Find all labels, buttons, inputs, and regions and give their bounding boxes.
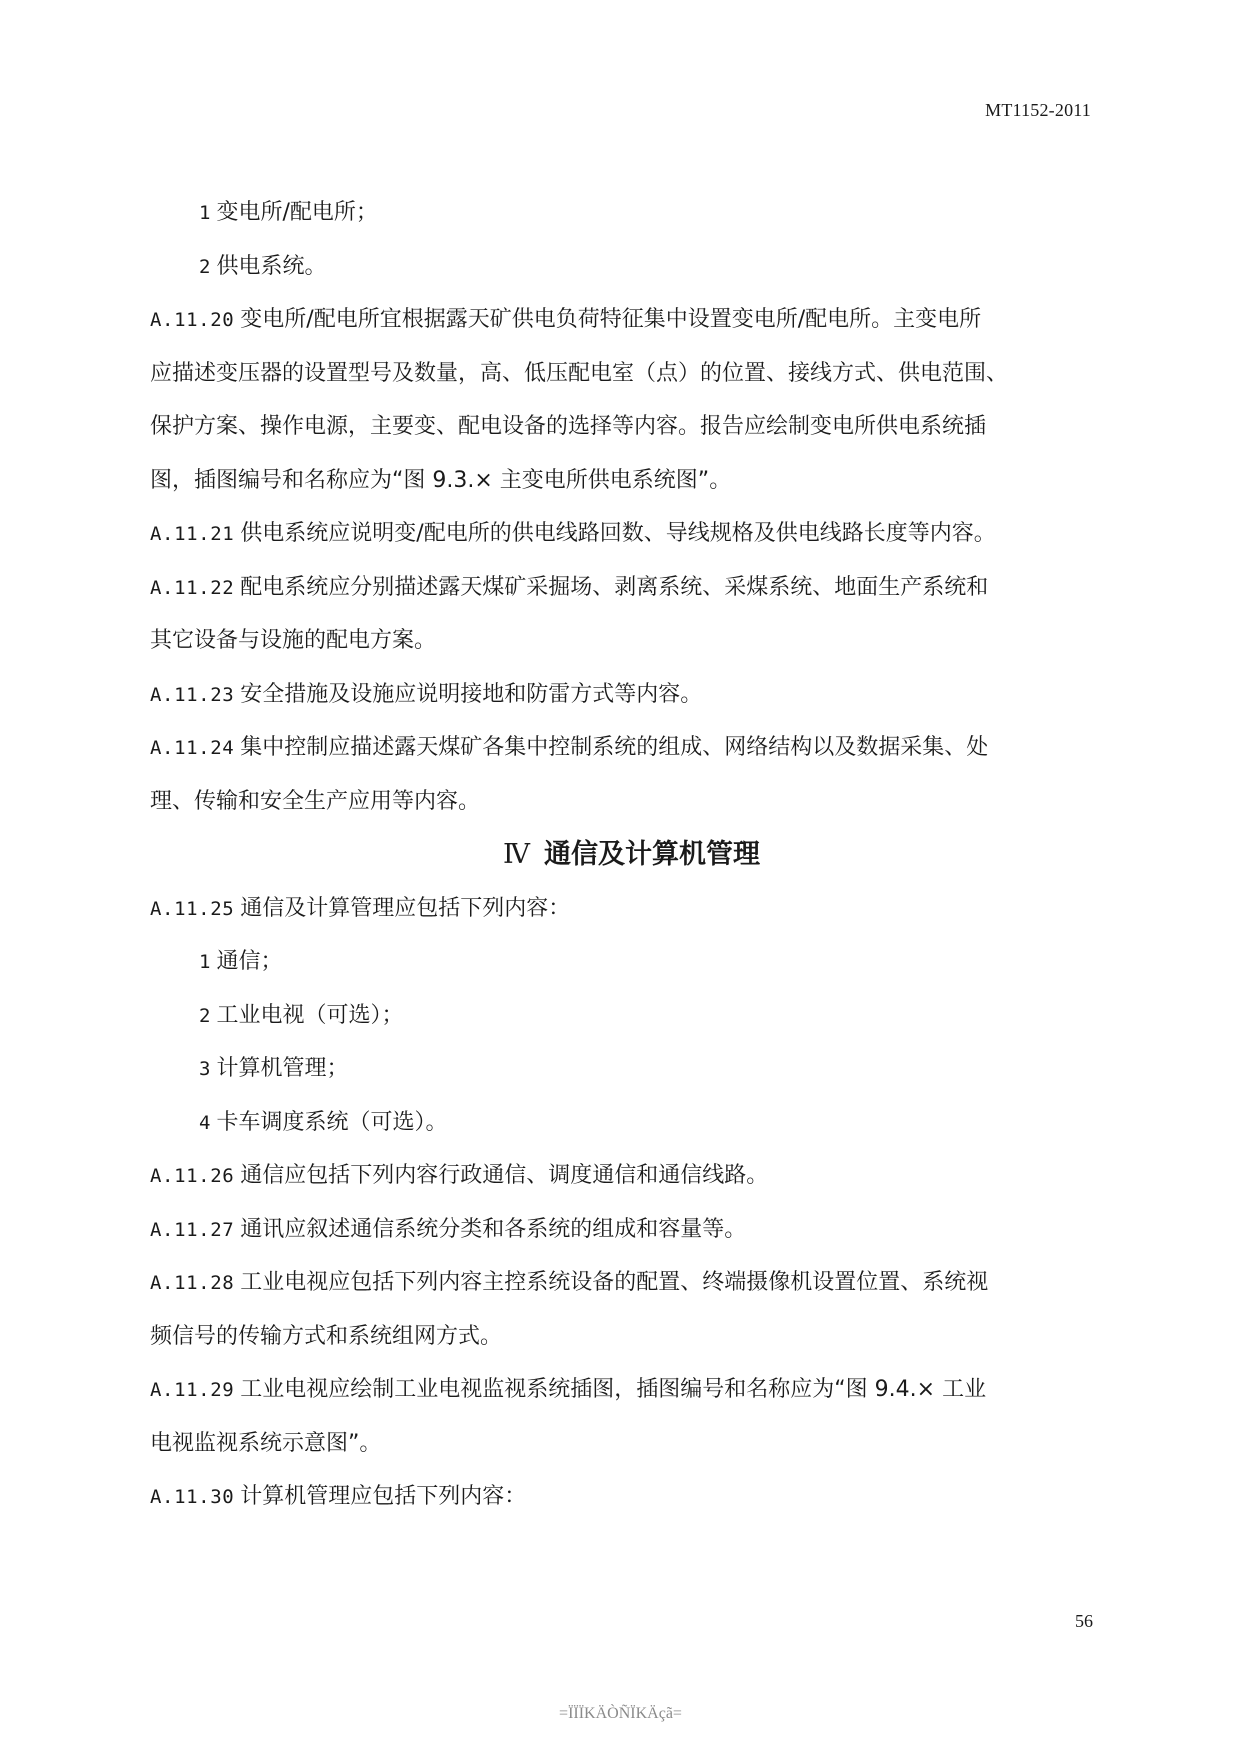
clause-number: A.11.20: [150, 309, 235, 331]
clause-line: [150, 507, 1093, 561]
list-item: [150, 989, 1093, 1043]
clause-line: [150, 1417, 1093, 1471]
list-item: [150, 240, 1093, 294]
clause-line: [150, 1256, 1093, 1310]
clause-number: A.11.28: [150, 1272, 235, 1294]
clause-text: 通讯应叙述通信系统分类和各系统的组成和容量等。: [240, 1216, 747, 1242]
list-item-text: 供电系统。: [216, 253, 327, 279]
clause-text: 工业电视应绘制工业电视监视系统插图，插图编号和名称应为“图 9.4.× 工业: [240, 1377, 987, 1402]
clause-number: A.11.27: [150, 1218, 235, 1241]
list-item-text: 通信；: [216, 949, 283, 974]
clause-line: [150, 400, 1093, 454]
clause-line: [150, 614, 1093, 668]
list-item-number: 4: [199, 1111, 211, 1134]
clause-line: [150, 775, 1093, 829]
list-item: [150, 186, 1093, 240]
clause-line: [150, 454, 1093, 508]
clause-line: [150, 721, 1093, 775]
clause-text: 集中控制应描述露天煤矿各集中控制系统的组成、网络结构以及数据采集、处: [240, 735, 989, 760]
list-item: [150, 1096, 1093, 1150]
clause-text: 供电系统应说明变/配电所的供电线路回数、导线规格及供电线路长度等内容。: [240, 521, 996, 546]
clause-text: 配电系统应分别描述露天煤矿采掘场、剥离系统、采煤系统、地面生产系统和: [240, 574, 989, 600]
clause-text: 其它设备与设施的配电方案。: [150, 628, 437, 653]
clause-text: 频信号的传输方式和系统组网方式。: [150, 1323, 503, 1349]
list-item-number: 3: [199, 1058, 211, 1080]
list-item-text: 工业电视（可选）；: [216, 1002, 404, 1028]
clause-text: 变电所/配电所宜根据露天矿供电负荷特征集中设置变电所/配电所。主变电所: [240, 307, 982, 332]
clause-text: 应描述变压器的设置型号及数量，高、低压配电室（点）的位置、接线方式、供电范围、: [150, 360, 1009, 386]
list-item: [150, 1042, 1093, 1096]
section-heading: [150, 828, 1093, 882]
body-text: [150, 186, 1093, 1524]
clause-line: [150, 1470, 1093, 1524]
clause-line: [150, 1149, 1093, 1203]
list-item-number: 2: [199, 1004, 211, 1027]
clause-text: 通信及计算管理应包括下列内容：: [240, 895, 571, 921]
clause-text: 工业电视应包括下列内容主控系统设备的配置、终端摄像机设置位置、系统视: [240, 1270, 989, 1295]
clause-line: [150, 882, 1093, 936]
clause-text: 计算机管理应包括下列内容：: [240, 1484, 527, 1509]
clause-text: 通信应包括下列内容行政通信、调度通信和通信线路。: [240, 1163, 769, 1188]
list-item-text: 卡车调度系统（可选）。: [216, 1109, 448, 1135]
page-number: 56: [1075, 1611, 1093, 1631]
clause-number: A.11.26: [150, 1165, 235, 1187]
clause-line: [150, 1203, 1093, 1257]
clause-number: A.11.22: [150, 576, 235, 599]
clause-line: [150, 347, 1093, 401]
document-code: MT1152-2011: [985, 100, 1091, 120]
section-title: 通信及计算机管理: [543, 839, 760, 870]
clause-line: [150, 1310, 1093, 1364]
clause-number: A.11.30: [150, 1486, 235, 1508]
list-item-number: 1: [199, 951, 211, 973]
clause-line: [150, 668, 1093, 722]
list-item-number: 2: [199, 255, 211, 278]
footer-watermark: =ÏÏÏKÄÒÑÏKÄçã=: [559, 1705, 682, 1722]
clause-text: 保护方案、操作电源，主要变、配电设备的选择等内容。报告应绘制变电所供电系统插: [150, 414, 987, 439]
clause-text: 安全措施及设施应说明接地和防雷方式等内容。: [240, 681, 703, 707]
section-roman-numeral: Ⅳ: [503, 839, 530, 869]
list-item-text: 变电所/配电所；: [216, 200, 378, 225]
clause-number: A.11.25: [150, 897, 235, 920]
clause-text: 图，插图编号和名称应为“图 9.3.× 主变电所供电系统图”。: [150, 467, 732, 493]
clause-number: A.11.21: [150, 523, 235, 545]
clause-line: [150, 561, 1093, 615]
clause-text: 电视监视系统示意图”。: [150, 1430, 382, 1456]
clause-line: [150, 1363, 1093, 1417]
clause-number: A.11.24: [150, 737, 235, 759]
clause-number: A.11.29: [150, 1379, 235, 1401]
list-item-number: 1: [199, 202, 211, 224]
clause-text: 理、传输和安全生产应用等内容。: [150, 788, 481, 814]
list-item: [150, 935, 1093, 989]
clause-number: A.11.23: [150, 683, 235, 706]
list-item-text: 计算机管理；: [216, 1056, 349, 1081]
clause-line: [150, 293, 1093, 347]
